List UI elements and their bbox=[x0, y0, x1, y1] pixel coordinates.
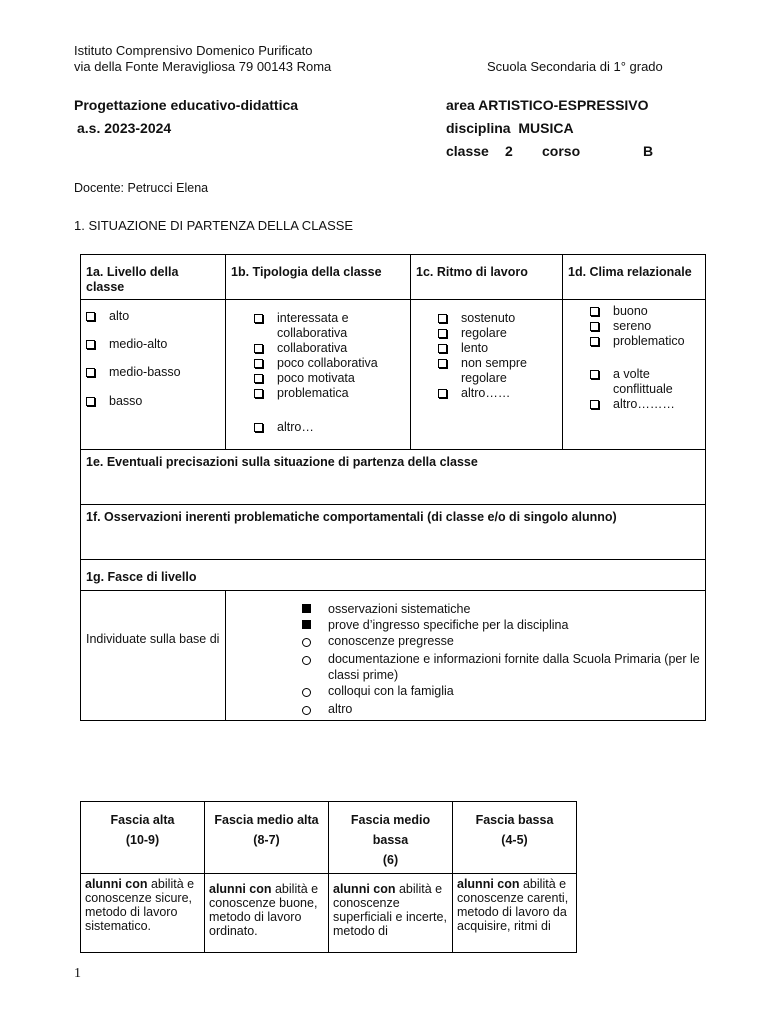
checkbox-icon bbox=[254, 359, 263, 368]
checkbox-icon bbox=[438, 329, 447, 338]
filled-square-bullet-icon bbox=[302, 620, 311, 629]
discipline-value: MUSICA bbox=[518, 120, 574, 136]
level-option-medio-basso[interactable]: medio-basso bbox=[86, 365, 181, 380]
circle-bullet-icon bbox=[302, 688, 311, 697]
row-1f-title: 1f. Osservazioni inerenti problematiche comportamentali (di classe e/o di singolo alunno) bbox=[86, 510, 617, 524]
basis-item: colloqui con la famiglia bbox=[300, 683, 702, 701]
project-title: Progettazione educativo-didattica bbox=[74, 97, 299, 113]
table-rule bbox=[225, 590, 226, 721]
checkbox-icon bbox=[590, 370, 599, 379]
circle-bullet-icon bbox=[302, 638, 311, 647]
type-option[interactable]: poco motivata bbox=[254, 371, 404, 386]
checkbox-icon bbox=[438, 344, 447, 353]
col-a-title: 1a. Livello della classe bbox=[86, 265, 179, 294]
band-description: alunni con abilità e conoscenze superficiali e incerte, metodo di bbox=[329, 874, 453, 953]
rhythm-option[interactable]: non sempre regolare bbox=[438, 356, 558, 386]
type-option[interactable]: interessata e collaborativa bbox=[254, 311, 404, 341]
basis-item: conoscenze pregresse bbox=[300, 633, 702, 651]
type-options bbox=[254, 311, 404, 401]
course-value: B bbox=[643, 143, 654, 159]
checkbox-icon bbox=[86, 368, 95, 377]
school-name: Istituto Comprensivo Domenico Purificato bbox=[74, 43, 313, 58]
level-bands-table bbox=[80, 801, 577, 953]
band-header: Fascia medio alta (8-7) bbox=[205, 802, 329, 874]
filled-square-bullet-icon bbox=[302, 604, 311, 613]
table-rule bbox=[80, 299, 706, 300]
course-label: corso bbox=[542, 143, 581, 159]
level-option-medio-alto[interactable]: medio-alto bbox=[86, 337, 167, 352]
col-b-title: 1b. Tipologia della classe bbox=[231, 265, 382, 279]
basis-item: osservazioni sistematiche bbox=[300, 601, 702, 617]
area-label: area ARTISTICO-ESPRESSIVO bbox=[446, 97, 649, 113]
table-rule bbox=[80, 504, 706, 505]
table-rule bbox=[562, 254, 563, 450]
rhythm-option[interactable]: sostenuto bbox=[438, 311, 558, 326]
rhythm-option[interactable]: regolare bbox=[438, 326, 558, 341]
class-label: classe bbox=[446, 143, 489, 159]
band-description: alunni con abilità e conoscenze sicure, metodo di lavoro sistematico. bbox=[81, 874, 205, 953]
climate-option[interactable]: problematico bbox=[590, 334, 702, 349]
checkbox-icon bbox=[254, 374, 263, 383]
col-d-title: 1d. Clima relazionale bbox=[568, 265, 692, 279]
basis-item: altro bbox=[300, 701, 702, 719]
checkbox-icon bbox=[254, 344, 263, 353]
rhythm-option[interactable]: altro…… bbox=[438, 386, 558, 401]
band-description: alunni con abilità e conoscenze carenti, metodo di lavoro da acquisire, ritmi di bbox=[453, 874, 577, 953]
checkbox-icon bbox=[86, 397, 95, 406]
type-option-other[interactable]: altro… bbox=[254, 420, 314, 435]
type-option[interactable]: collaborativa bbox=[254, 341, 404, 356]
checkbox-icon bbox=[438, 359, 447, 368]
checkbox-icon bbox=[590, 337, 599, 346]
discipline-label: disciplina bbox=[446, 120, 511, 136]
school-address: via della Fonte Meravigliosa 79 00143 Roma bbox=[74, 59, 332, 74]
school-year: a.s. 2023-2024 bbox=[77, 120, 172, 136]
class-value: 2 bbox=[505, 143, 513, 159]
band-header: Fascia alta (10-9) bbox=[81, 802, 205, 874]
checkbox-icon bbox=[590, 307, 599, 316]
type-option[interactable]: poco collaborativa bbox=[254, 356, 404, 371]
checkbox-icon bbox=[86, 312, 95, 321]
checkbox-icon bbox=[254, 423, 263, 432]
basis-label: Individuate sulla base di bbox=[86, 632, 220, 646]
table-rule bbox=[225, 254, 226, 450]
type-option[interactable]: problematica bbox=[254, 386, 404, 401]
table-rule bbox=[80, 449, 706, 450]
checkbox-icon bbox=[254, 389, 263, 398]
band-header: Fascia medio bassa (6) bbox=[329, 802, 453, 874]
climate-option[interactable]: altro……… bbox=[590, 397, 702, 412]
circle-bullet-icon bbox=[302, 706, 311, 715]
row-1g-title: 1g. Fasce di livello bbox=[86, 570, 197, 584]
school-level: Scuola Secondaria di 1° grado bbox=[487, 59, 663, 74]
teacher: Docente: Petrucci Elena bbox=[74, 181, 209, 195]
rhythm-option[interactable]: lento bbox=[438, 341, 558, 356]
checkbox-icon bbox=[86, 340, 95, 349]
basis-item: prove d’ingresso specifiche per la disciplina bbox=[300, 617, 702, 633]
table-rule bbox=[80, 559, 706, 560]
discipline bbox=[446, 120, 574, 136]
checkbox-icon bbox=[590, 400, 599, 409]
section-title: 1. SITUAZIONE DI PARTENZA DELLA CLASSE bbox=[74, 218, 354, 233]
checkbox-icon bbox=[254, 314, 263, 323]
climate-option[interactable]: buono bbox=[590, 304, 702, 319]
climate-options bbox=[590, 304, 702, 349]
climate-options-extra bbox=[590, 367, 702, 412]
table-rule bbox=[80, 590, 706, 591]
checkbox-icon bbox=[438, 314, 447, 323]
level-option-basso[interactable]: basso bbox=[86, 394, 142, 409]
row-1e-title: 1e. Eventuali precisazioni sulla situazione di partenza della classe bbox=[86, 455, 478, 469]
checkbox-icon bbox=[438, 389, 447, 398]
page-number: 1 bbox=[74, 966, 81, 981]
basis-list bbox=[300, 601, 702, 719]
level-option-alto[interactable]: alto bbox=[86, 309, 129, 324]
col-c-title: 1c. Ritmo di lavoro bbox=[416, 265, 528, 279]
table-rule bbox=[410, 254, 411, 450]
band-header: Fascia bassa (4-5) bbox=[453, 802, 577, 874]
band-description: alunni con abilità e conoscenze buone, metodo di lavoro ordinato. bbox=[205, 874, 329, 953]
circle-bullet-icon bbox=[302, 656, 311, 665]
rhythm-options bbox=[438, 311, 558, 401]
basis-item: documentazione e informazioni fornite dalla Scuola Primaria (per le classi prime) bbox=[300, 651, 702, 683]
climate-option[interactable]: a volte conflittuale bbox=[590, 367, 702, 397]
climate-option[interactable]: sereno bbox=[590, 319, 702, 334]
checkbox-icon bbox=[590, 322, 599, 331]
